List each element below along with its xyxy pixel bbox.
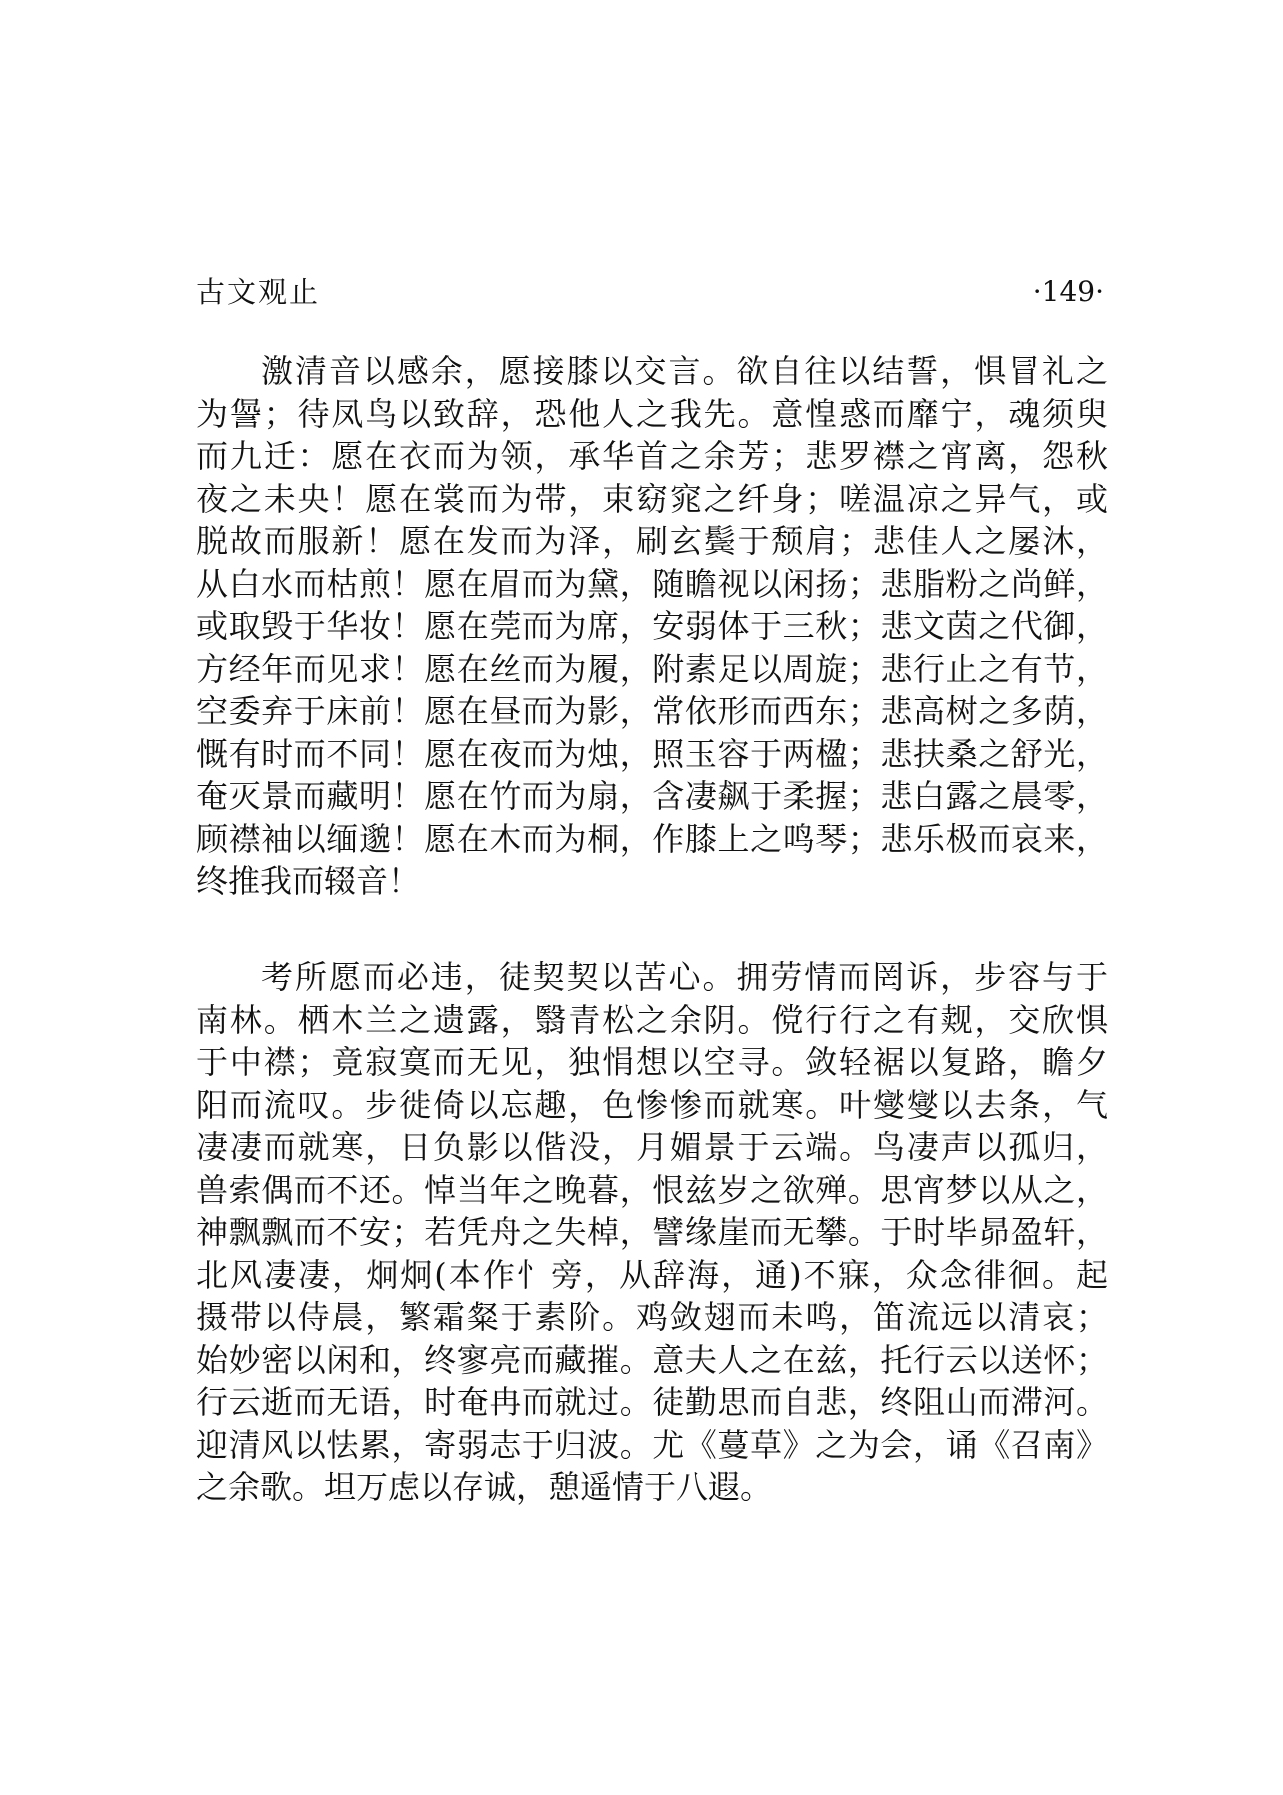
text-line: 而九迁：愿在衣而为领，承华首之余芳；悲罗襟之宵离，怨秋 (196, 437, 1108, 475)
text-line: 为諐；待凤鸟以致辞，恐他人之我先。意惶惑而靡宁，魂须臾 (196, 394, 1108, 433)
text-line: 北风凄凄，炯炯(本作忄旁，从辞海，通)不寐，众念徘徊。起 (196, 1255, 1108, 1294)
text-line: 顾襟袖以缅邈！愿在木而为桐，作膝上之鸣琴；悲乐极而哀来， (196, 819, 1108, 858)
text-line: 于中襟；竟寂寞而无见，独悁想以空寻。敛轻裾以复路，瞻夕 (196, 1043, 1108, 1081)
paragraph-2 (196, 956, 1108, 1509)
page-number: ·149· (1032, 275, 1104, 308)
text-line: 考所愿而必违，徒契契以苦心。拥劳情而罔诉，步容与于 (261, 958, 1108, 996)
text-line: 之余歌。坦万虑以存诚，憩遥情于八遐。 (196, 1468, 773, 1506)
text-line: 始妙密以闲和，终寥亮而藏摧。意夫人之在兹，托行云以送怀； (196, 1340, 1108, 1379)
running-header (196, 272, 1104, 312)
text-line: 奄灭景而藏明！愿在竹而为扇，含凄飙于柔握；悲白露之晨零， (196, 777, 1108, 815)
text-line: 夜之未央！愿在裳而为带，束窈窕之纤身；嗟温凉之异气，或 (196, 479, 1108, 518)
text-line: 摄带以侍晨，繁霜粲于素阶。鸡敛翅而未鸣，笛流远以清哀； (196, 1298, 1108, 1336)
text-line: 或取毁于华妆！愿在莞而为席，安弱体于三秋；悲文茵之代御， (196, 607, 1108, 645)
book-title: 古文观止 (196, 275, 321, 309)
paragraph-1 (196, 350, 1108, 903)
text-line: 神飘飘而不安；若凭舟之失棹，譬缘崖而无攀。于时毕昴盈轩， (196, 1213, 1108, 1251)
text-line: 兽索偶而不还。悼当年之晚暮，恨兹岁之欲殚。思宵梦以从之， (196, 1170, 1108, 1209)
text-line: 方经年而见求！愿在丝而为履，附素足以周旋；悲行止之有节， (196, 649, 1108, 688)
text-line: 南林。栖木兰之遗露，翳青松之余阴。傥行行之有觌，交欣惧 (196, 1000, 1108, 1039)
text-line: 激清音以感余，愿接膝以交言。欲自往以结誓，惧冒礼之 (261, 352, 1108, 390)
text-line: 阳而流叹。步徙倚以忘趣，色惨惨而就寒。叶燮燮以去条，气 (196, 1085, 1108, 1124)
text-line: 迎清风以怯累，寄弱志于归波。尤《蔓草》之为会，诵《召南》 (196, 1425, 1108, 1464)
text-line: 从白水而枯煎！愿在眉而为黛，随瞻视以闲扬；悲脂粉之尚鲜， (196, 564, 1108, 603)
text-line: 慨有时而不同！愿在夜而为烛，照玉容于两楹；悲扶桑之舒光， (196, 734, 1108, 773)
text-line: 行云逝而无语，时奄冉而就过。徒勤思而自悲，终阻山而滞河。 (196, 1383, 1108, 1421)
text-line: 空委弃于床前！愿在昼而为影，常依形而西东；悲高树之多荫， (196, 692, 1108, 730)
text-line: 脱故而服新！愿在发而为泽，刷玄鬓于颓肩；悲佳人之屡沐， (196, 522, 1108, 560)
text-line: 终推我而辍音！ (196, 862, 421, 900)
text-line: 凄凄而就寒，日负影以偕没，月媚景于云端。鸟凄声以孤归， (196, 1128, 1108, 1166)
